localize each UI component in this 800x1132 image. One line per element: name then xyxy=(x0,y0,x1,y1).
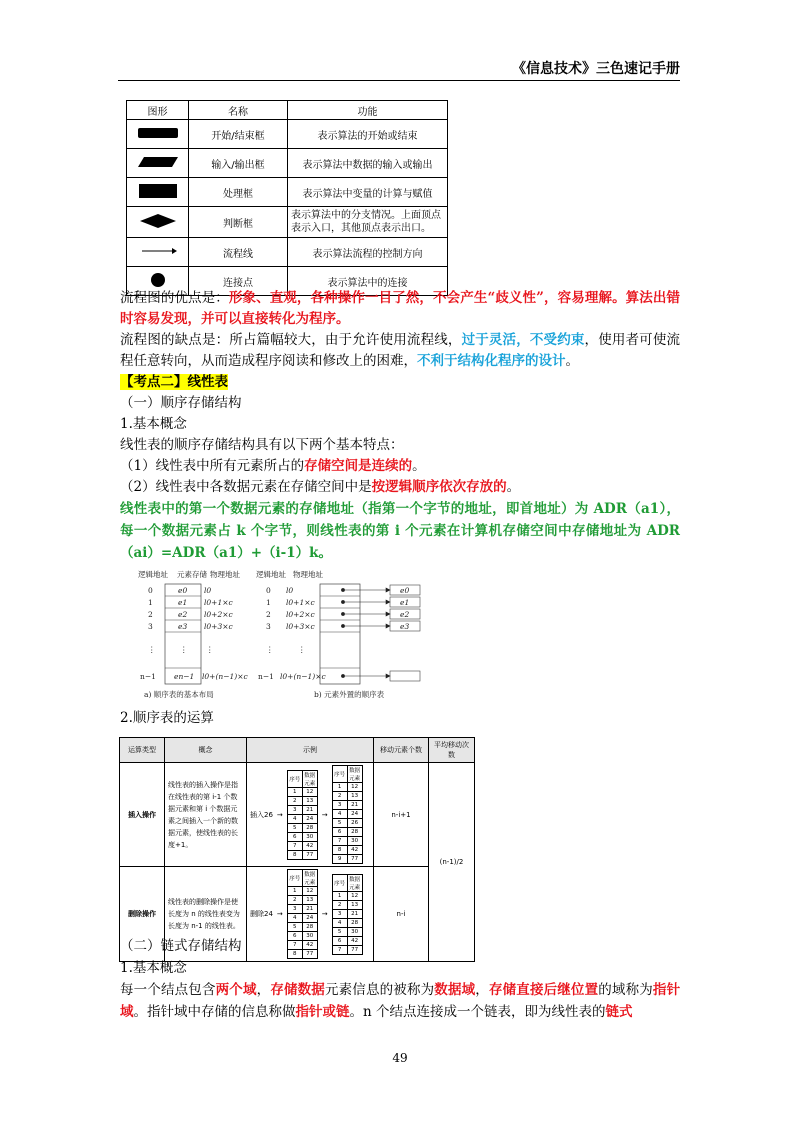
fig-address: ⋮ xyxy=(206,645,214,654)
mini-row xyxy=(287,823,317,832)
symbol-function: 表示算法的开始或结束 xyxy=(288,120,448,149)
mini-header-row xyxy=(287,770,317,787)
mini-seq: 6 xyxy=(287,932,302,941)
mini-seq: 2 xyxy=(332,792,347,801)
flowchart-symbol-table xyxy=(126,100,448,296)
text: 。n 个结点连接成一个链表，即为线性表的 xyxy=(349,1004,606,1020)
fig-address: l0+1×c xyxy=(204,598,233,607)
mini-value: 13 xyxy=(347,900,362,909)
mini-seq: 8 xyxy=(332,846,347,855)
text: 元素信息的被称为 xyxy=(324,982,435,998)
mini-value: 12 xyxy=(302,887,317,896)
header-cell: 移动元素个数 xyxy=(374,738,429,763)
header-cell: 名称 xyxy=(189,101,288,120)
advantages-emphasis: 形象、直观，各种操作一目了然，不会产生“歧义性”，容易理解。算法出错时容易发现，并可以直接转化为程序。 xyxy=(120,290,681,327)
mini-seq: 4 xyxy=(287,814,302,823)
fig-address: l0+(n−1)×c xyxy=(280,672,326,681)
mini-row xyxy=(287,914,317,923)
mini-seq: 2 xyxy=(332,900,347,909)
mini-value: 26 xyxy=(347,819,362,828)
mini-header-cell: 序号 xyxy=(287,770,302,787)
rectangle-shape-icon xyxy=(127,178,189,207)
mini-row xyxy=(287,832,317,841)
mini-row xyxy=(332,819,362,828)
mini-value: 77 xyxy=(347,855,362,864)
symbol-name: 判断框 xyxy=(189,207,288,238)
header-cell: 示例 xyxy=(247,738,374,763)
mini-value: 12 xyxy=(347,891,362,900)
fig-element: e1 xyxy=(400,598,410,607)
mini-seq: 4 xyxy=(332,918,347,927)
flowchart-advantages xyxy=(120,288,680,330)
fig-element: e0 xyxy=(178,586,188,595)
fig-element: e3 xyxy=(178,622,188,631)
running-header: 《信息技术》三色速记手册 xyxy=(512,61,680,77)
mini-seq: 7 xyxy=(287,941,302,950)
heading: 2.顺序表的运算 xyxy=(120,710,214,726)
mini-row xyxy=(332,792,362,801)
subsection-title: （二）链式存储结构 xyxy=(120,938,242,954)
mini-value: 42 xyxy=(302,941,317,950)
mini-row xyxy=(287,905,317,914)
fig-address: ⋮ xyxy=(298,645,306,654)
disadvantages-emphasis: 过于灵活，不受约束 xyxy=(461,332,585,348)
fig-address: l0 xyxy=(204,586,212,595)
fig-address: l0 xyxy=(286,586,294,595)
mini-row xyxy=(332,828,362,837)
mini-seq: 9 xyxy=(332,855,347,864)
mini-seq: 7 xyxy=(332,837,347,846)
fig-col-label: 元素存储 xyxy=(177,570,207,579)
fig-address: l0+1×c xyxy=(286,598,315,607)
table-row xyxy=(127,178,448,207)
mini-row xyxy=(287,787,317,796)
subsection-title: （一）顺序存储结构 xyxy=(120,395,242,411)
header-cell: 运算类型 xyxy=(120,738,165,763)
emphasis: 指针域 xyxy=(120,982,681,1020)
before-list xyxy=(287,770,318,860)
mini-header-row xyxy=(332,766,362,783)
mini-header-row xyxy=(287,870,317,887)
mini-seq: 7 xyxy=(332,945,347,954)
mini-value: 13 xyxy=(302,796,317,805)
mini-value: 42 xyxy=(302,841,317,850)
paragraph xyxy=(120,477,680,498)
mini-row xyxy=(332,783,362,792)
mini-value: 13 xyxy=(347,792,362,801)
mini-seq: 3 xyxy=(287,905,302,914)
mini-header-row xyxy=(332,874,362,891)
op-type: 删除操作 xyxy=(120,867,165,962)
emphasis: 数据域 xyxy=(434,982,476,998)
mini-row xyxy=(287,887,317,896)
sequential-list-figure xyxy=(138,568,428,702)
mini-value: 12 xyxy=(302,787,317,796)
fig-index: 2 xyxy=(148,610,153,619)
fig-element: ⋮ xyxy=(180,645,188,654)
mini-header-cell: 数据元素 xyxy=(302,870,317,887)
mini-value: 42 xyxy=(347,846,362,855)
section-title-text: 【考点二】线性表 xyxy=(120,374,228,390)
fig-index: 0 xyxy=(148,586,153,595)
mini-seq: 6 xyxy=(287,832,302,841)
section-title xyxy=(120,372,680,393)
table-row xyxy=(127,238,448,267)
text: 。 xyxy=(506,479,521,495)
fig-element: e2 xyxy=(400,610,410,619)
table-row xyxy=(127,149,448,178)
mini-header-cell: 数据元素 xyxy=(302,770,317,787)
fig-address: l0+2×c xyxy=(286,610,315,619)
op-moves: n-i+1 xyxy=(374,763,429,867)
op-type: 插入操作 xyxy=(120,763,165,867)
parallelogram-shape-icon xyxy=(127,149,189,178)
mini-header-cell: 序号 xyxy=(287,870,302,887)
mini-seq: 7 xyxy=(287,841,302,850)
op-example: 删除24 → 序号 数据元素 1 12 2 13 3 21 4 24 5 28 6 30 7 42 8 77 → 序号 数据元素 1 12 2 13 3 21 4 28 5 30 6 42 7 77 xyxy=(247,867,374,962)
flowchart-disadvantages xyxy=(120,330,680,372)
mini-value: 21 xyxy=(347,909,362,918)
mini-row xyxy=(287,805,317,814)
fig-caption: b) 元素外置的顺序表 xyxy=(314,690,385,699)
disadvantages-lead: 流程图的缺点是：所占篇幅较大，由于允许使用流程线， xyxy=(120,332,462,348)
mini-value: 13 xyxy=(302,896,317,905)
mini-row xyxy=(332,927,362,936)
mini-row xyxy=(332,855,362,864)
mini-value: 77 xyxy=(302,950,317,959)
emphasis: 按逻辑顺序依次存放的 xyxy=(371,479,507,495)
fig-index: 2 xyxy=(266,610,271,619)
paragraph: 线性表的顺序存储结构具有以下两个基本特点： xyxy=(120,437,404,453)
mini-seq: 5 xyxy=(287,823,302,832)
symbol-name: 连接点 xyxy=(189,267,288,296)
mini-value: 12 xyxy=(347,783,362,792)
mini-value: 28 xyxy=(302,923,317,932)
op-average: (n-1)/2 xyxy=(429,763,475,962)
mini-value: 21 xyxy=(302,905,317,914)
mini-row xyxy=(287,923,317,932)
fig-index: n−1 xyxy=(140,672,156,681)
text: 。 xyxy=(412,458,426,474)
mini-value: 28 xyxy=(347,828,362,837)
sequential-ops-table xyxy=(119,737,475,962)
symbol-function: 表示算法中数据的输入或输出 xyxy=(288,149,448,178)
mini-value: 28 xyxy=(302,823,317,832)
fig-col-label: 逻辑地址 xyxy=(256,570,286,579)
text: ， xyxy=(256,982,271,998)
mini-header-cell: 序号 xyxy=(332,874,347,891)
symbol-name: 流程线 xyxy=(189,238,288,267)
fig-col-label: 物理地址 xyxy=(210,570,240,579)
mini-row xyxy=(287,841,317,850)
fig-element: e1 xyxy=(178,598,188,607)
fig-index: 1 xyxy=(148,598,153,607)
mini-row xyxy=(332,837,362,846)
op-moves: n-i xyxy=(374,867,429,962)
disadvantages-emphasis: 不利于结构化程序的设计 xyxy=(417,353,566,369)
fig-index: 3 xyxy=(148,622,153,631)
fig-index: ⋮ xyxy=(266,645,274,654)
mini-header-cell: 序号 xyxy=(332,766,347,783)
linked-concept-paragraph xyxy=(120,979,680,1023)
header-cell: 概念 xyxy=(165,738,247,763)
mini-seq: 5 xyxy=(332,927,347,936)
symbol-name: 开始/结束框 xyxy=(189,120,288,149)
fig-index: 1 xyxy=(266,598,271,607)
fig-element: e0 xyxy=(400,586,410,595)
op-concept: 线性表的插入操作是指在线性表的第 i-1 个数据元素和第 i 个数据元素之间插入一个新的数据元素，使线性表的长度+1。 xyxy=(165,763,247,867)
mini-row xyxy=(332,918,362,927)
header-cell: 图形 xyxy=(127,101,189,120)
pointer-block xyxy=(320,584,360,684)
table-row xyxy=(127,207,448,238)
mini-seq: 4 xyxy=(332,810,347,819)
mini-value: 24 xyxy=(302,814,317,823)
fig-index: n−1 xyxy=(258,672,274,681)
table-row xyxy=(127,120,448,149)
mini-row xyxy=(332,909,362,918)
symbol-function: 表示算法流程的控制方向 xyxy=(288,238,448,267)
disadvantages-end: 。 xyxy=(565,353,579,369)
header-cell: 功能 xyxy=(288,101,448,120)
mini-row xyxy=(332,801,362,810)
fig-index: ⋮ xyxy=(148,645,156,654)
op-example: 插入26 → 序号 数据元素 1 12 2 13 3 21 4 24 5 28 6 30 7 42 8 77 → 序号 数据元素 1 12 2 13 3 21 4 24 5 26 6 28 7 30 8 42 9 77 xyxy=(247,763,374,867)
mini-row xyxy=(332,810,362,819)
mini-seq: 2 xyxy=(287,796,302,805)
fig-address: l0+3×c xyxy=(286,622,315,631)
mini-seq: 1 xyxy=(287,787,302,796)
emphasis: 存储数据 xyxy=(270,982,325,998)
terminal-shape-icon xyxy=(127,120,189,149)
table-header-row xyxy=(127,101,448,120)
mini-value: 28 xyxy=(347,918,362,927)
address-formula-paragraph: 线性表中的第一个数据元素的存储地址（指第一个字节的地址，即首地址）为 ADR（a1），每一个数据元素占 k 个字节，则线性表的第 i 个元素在计算机存储空间中存储地址为 ADR（ai）=ADR（a1）+（i-1）k。 xyxy=(120,501,680,561)
fig-address: l0+2×c xyxy=(204,610,233,619)
symbol-function: 表示算法中变量的计算与赋值 xyxy=(288,178,448,207)
mini-value: 30 xyxy=(302,832,317,841)
mini-value: 24 xyxy=(347,810,362,819)
symbol-function: 表示算法中的连接 xyxy=(288,267,448,296)
text: 每一个结点包含 xyxy=(120,982,216,998)
mini-seq: 5 xyxy=(287,923,302,932)
mini-seq: 1 xyxy=(332,783,347,792)
mini-seq: 2 xyxy=(287,896,302,905)
mini-row xyxy=(287,814,317,823)
fig-caption: a) 顺序表的基本布局 xyxy=(144,690,214,699)
mini-header-cell: 数据元素 xyxy=(347,874,362,891)
mini-value: 21 xyxy=(347,801,362,810)
mini-value: 24 xyxy=(302,914,317,923)
table-row xyxy=(120,763,475,867)
mini-row xyxy=(332,900,362,909)
fig-address: l0+(n−1)×c xyxy=(202,672,248,681)
mini-seq: 1 xyxy=(287,887,302,896)
mini-row xyxy=(287,796,317,805)
mini-value: 30 xyxy=(347,837,362,846)
emphasis: 两个域 xyxy=(215,982,257,998)
page-number: 49 xyxy=(392,1051,408,1065)
text: （1）线性表中所有元素所占的 xyxy=(120,458,305,474)
symbol-name: 输入/输出框 xyxy=(189,149,288,178)
symbol-name: 处理框 xyxy=(189,178,288,207)
emphasis: 存储空间是连续的 xyxy=(304,458,413,474)
fig-element: en−1 xyxy=(174,672,195,681)
mini-seq: 3 xyxy=(287,805,302,814)
header-rule xyxy=(118,80,680,81)
mini-seq: 3 xyxy=(332,909,347,918)
fig-index: 0 xyxy=(266,586,271,595)
after-list xyxy=(332,765,363,864)
fig-address: l0+3×c xyxy=(204,622,233,631)
mini-value: 21 xyxy=(302,805,317,814)
op-concept: 线性表的删除操作是使长度为 n 的线性表变为长度为 n-1 的线性表。 xyxy=(165,867,247,962)
mini-row xyxy=(332,891,362,900)
mini-value: 30 xyxy=(347,927,362,936)
emphasis: 存储直接后继位置 xyxy=(488,982,599,998)
mini-header-cell: 数据元素 xyxy=(347,766,362,783)
mini-seq: 3 xyxy=(332,801,347,810)
text: 的域称为 xyxy=(598,982,653,998)
mini-value: 77 xyxy=(302,850,317,859)
fig-col-label: 逻辑地址 xyxy=(138,570,168,579)
text: 。指针域中存储的信息称做 xyxy=(133,1004,296,1020)
mini-seq: 4 xyxy=(287,914,302,923)
op-label: 删除24 xyxy=(250,910,273,918)
mini-seq: 8 xyxy=(287,950,302,959)
mini-row xyxy=(287,850,317,859)
emphasis: 链式 xyxy=(605,1004,633,1020)
fig-element: e2 xyxy=(178,610,188,619)
text: ， xyxy=(475,982,489,998)
symbol-function: 表示算法中的分支情况。上面顶点表示入口，其他顶点表示出口。 xyxy=(288,207,448,238)
fig-col-label: 物理地址 xyxy=(293,570,323,579)
heading: 1.基本概念 xyxy=(120,960,187,976)
advantages-lead: 流程图的优点是： xyxy=(120,290,229,306)
op-label: 插入26 xyxy=(250,810,273,819)
mini-row xyxy=(332,846,362,855)
text: （2）线性表中各数据元素在存储空间中是 xyxy=(120,479,372,495)
mini-seq: 1 xyxy=(332,891,347,900)
mini-seq: 6 xyxy=(332,936,347,945)
arrow-shape-icon xyxy=(127,238,189,267)
fig-element: e3 xyxy=(400,622,410,631)
header-cell: 平均移动次数 xyxy=(429,738,475,763)
fig-index: 3 xyxy=(266,622,271,631)
mini-seq: 6 xyxy=(332,828,347,837)
diamond-shape-icon xyxy=(127,207,189,238)
mini-seq: 5 xyxy=(332,819,347,828)
heading: 1.基本概念 xyxy=(120,416,187,432)
mini-row xyxy=(287,896,317,905)
mini-value: 30 xyxy=(302,932,317,941)
table-header-row xyxy=(120,738,475,763)
mini-seq: 8 xyxy=(287,850,302,859)
emphasis: 指针或链 xyxy=(295,1004,350,1020)
paragraph xyxy=(120,456,680,477)
disadvantages-mid: ，使用者可使流程任意转向，从而造成程序阅读和修改上的困难， xyxy=(120,332,681,369)
mini-value: 77 xyxy=(347,945,362,954)
mini-value: 42 xyxy=(347,936,362,945)
